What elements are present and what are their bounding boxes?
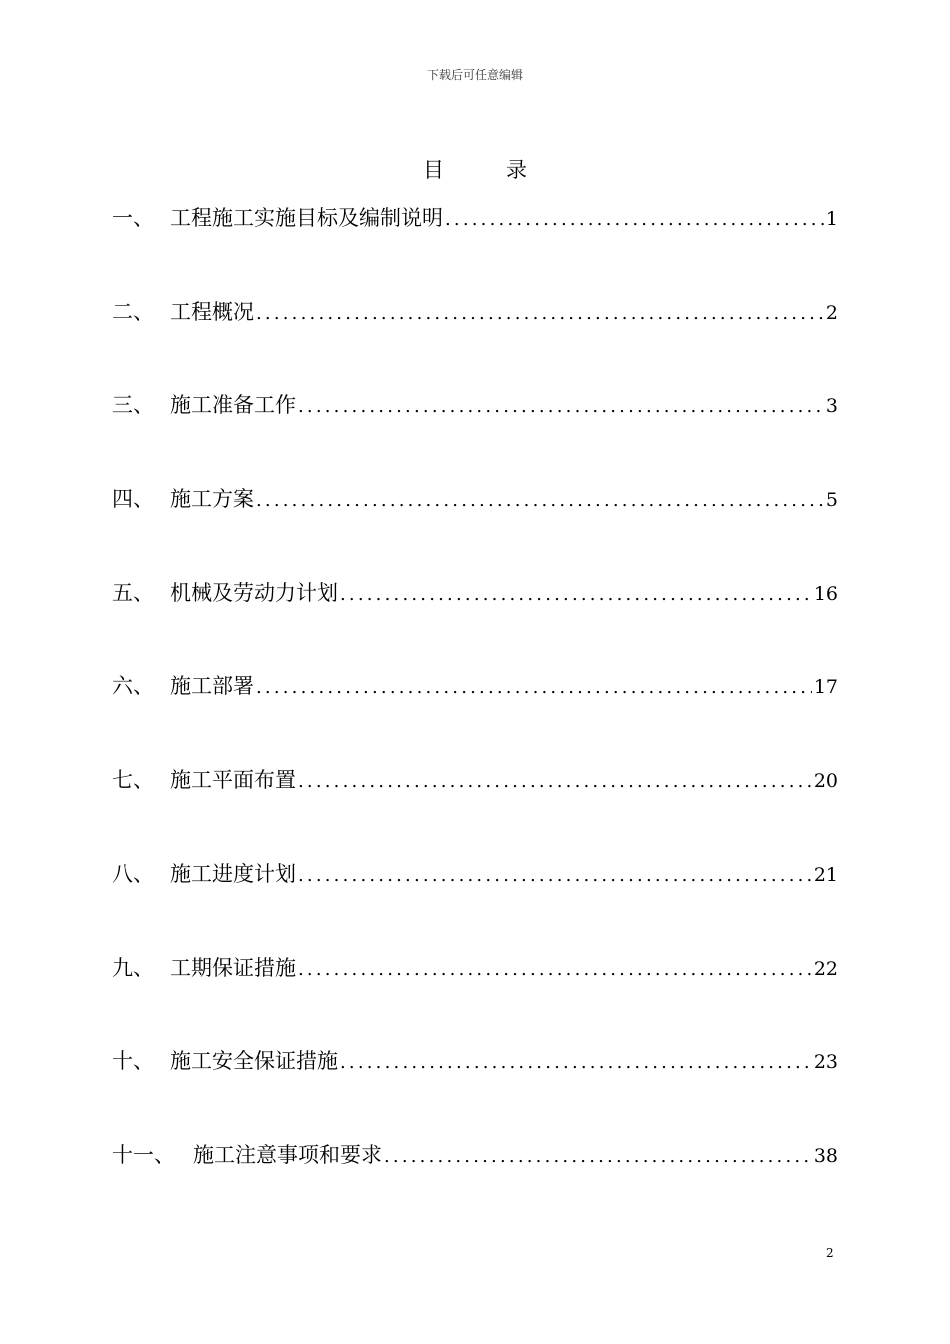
toc-entry-title: 施工平面布置 [170, 768, 296, 793]
toc-entry-number: 六、 [112, 674, 154, 699]
toc-leader-dots [254, 296, 824, 332]
toc-entry[interactable] [112, 200, 838, 294]
toc-entry-title: 施工注意事项和要求 [193, 1142, 382, 1167]
toc-entry-page: 1 [825, 208, 838, 230]
toc-entry-number: 四、 [112, 487, 154, 512]
toc-list [112, 200, 838, 1231]
toc-leader-dots [338, 1045, 812, 1081]
toc-leader-dots [254, 670, 812, 706]
toc-entry-title: 施工部署 [170, 674, 254, 699]
toc-entry[interactable] [112, 762, 838, 856]
toc-entry-page: 2 [825, 301, 838, 324]
toc-entry-number: 三、 [112, 393, 154, 418]
toc-entry-title: 施工安全保证措施 [170, 1049, 338, 1074]
toc-entry[interactable] [112, 1137, 838, 1231]
toc-entry-number: 七、 [112, 768, 154, 793]
toc-entry-title: 施工进度计划 [170, 861, 296, 886]
toc-title-char-2: 录 [506, 158, 527, 182]
toc-leader-dots [296, 389, 824, 425]
toc-entry[interactable] [112, 387, 838, 481]
toc-leader-dots [254, 483, 824, 519]
toc-entry[interactable] [112, 481, 838, 575]
toc-entry-title: 工期保证措施 [170, 955, 296, 980]
toc-entry-title: 施工方案 [170, 487, 254, 512]
toc-entry-title: 施工准备工作 [170, 393, 296, 418]
toc-entry-number: 十、 [112, 1049, 154, 1074]
toc-title [0, 154, 950, 184]
toc-entry-number: 十一、 [112, 1142, 175, 1167]
toc-entry[interactable] [112, 856, 838, 950]
toc-entry-number: 二、 [112, 299, 154, 324]
toc-entry-page: 3 [825, 395, 838, 418]
toc-entry-page: 16 [813, 582, 838, 605]
toc-entry-number: 八、 [112, 861, 154, 886]
toc-entry-title: 机械及劳动力计划 [170, 580, 338, 605]
toc-leader-dots [296, 952, 812, 988]
toc-entry-page: 17 [813, 676, 838, 699]
toc-entry-number: 一、 [112, 206, 154, 230]
toc-entry-number: 九、 [112, 955, 154, 980]
toc-entry[interactable] [112, 668, 838, 762]
toc-title-char-1: 目 [423, 158, 444, 182]
page-number: 2 [826, 1246, 834, 1260]
toc-entry-title: 工程施工实施目标及编制说明 [170, 206, 443, 230]
toc-entry-page: 38 [813, 1144, 838, 1167]
toc-leader-dots [338, 577, 812, 613]
toc-entry-page: 20 [813, 770, 838, 793]
toc-entry-page: 5 [825, 489, 838, 512]
toc-entry-page: 23 [813, 1051, 838, 1074]
toc-entry-page: 22 [813, 957, 838, 980]
toc-entry[interactable] [112, 1043, 838, 1137]
toc-entry[interactable] [112, 294, 838, 388]
toc-leader-dots [296, 764, 812, 800]
toc-leader-dots [296, 858, 812, 894]
toc-leader-dots [443, 202, 824, 238]
toc-entry[interactable] [112, 575, 838, 669]
toc-leader-dots [382, 1139, 812, 1175]
toc-entry-number: 五、 [112, 580, 154, 605]
toc-entry[interactable] [112, 950, 838, 1044]
toc-entry-title: 工程概况 [170, 299, 254, 324]
page-header-note: 下载后可任意编辑 [426, 68, 523, 82]
toc-entry-page: 21 [813, 863, 838, 886]
